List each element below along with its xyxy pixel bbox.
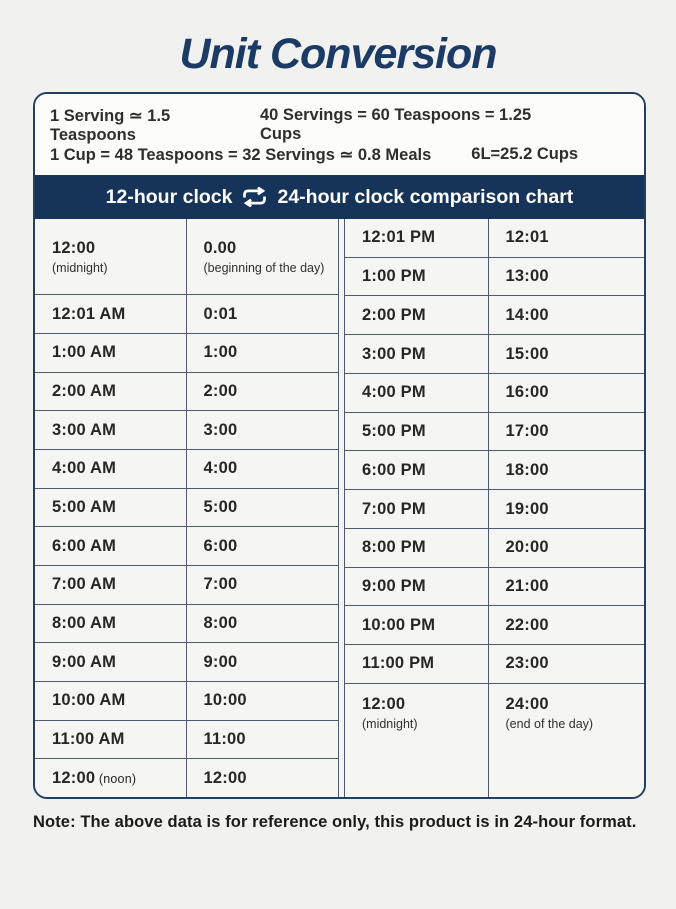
cell-24h: 15:00 — [505, 344, 549, 363]
cell-24h: 14:00 — [505, 305, 549, 324]
conversion-line-2 — [50, 145, 644, 165]
table-row — [35, 488, 338, 527]
cell-12h: 3:00 PM — [345, 335, 489, 373]
cell-12h: 10:00 PM — [345, 606, 489, 644]
cell-24h: 19:00 — [505, 499, 549, 518]
table-row — [35, 333, 338, 372]
table-row — [35, 681, 338, 720]
cell-24h: 11:00 — [203, 730, 246, 749]
cell-24h: 21:00 — [505, 576, 549, 595]
cell-24h: 7:00 — [203, 575, 238, 594]
cell-24h: 5:00 — [203, 498, 238, 517]
table-row — [345, 334, 644, 373]
cell-12h: 8:00 AM — [35, 605, 187, 643]
table-row — [35, 372, 338, 411]
cell-24h: 10:00 — [203, 691, 247, 710]
cell-24h: 13:00 — [505, 267, 549, 286]
note-text: Note: The above data is for reference only, this product is in 24-hour format. — [33, 813, 637, 831]
cell-24h: 20:00 — [505, 538, 549, 557]
comparison-header-band — [35, 175, 644, 219]
cell-12h: 2:00 PM — [345, 296, 489, 334]
cell-12h: 6:00 PM — [345, 451, 489, 489]
clock-table-am — [35, 219, 339, 797]
cell-24h: 22:00 — [505, 615, 549, 634]
cell-24h: 8:00 — [203, 614, 238, 633]
table-row — [345, 295, 644, 334]
cell-12h: 7:00 AM — [35, 566, 187, 604]
table-row — [345, 412, 644, 451]
cell-24h: 18:00 — [505, 460, 549, 479]
cell-12h: 1:00 AM — [35, 334, 187, 372]
cell-24h: 4:00 — [203, 459, 238, 478]
page-title: Unit Conversion — [179, 30, 497, 78]
cell-12h: 4:00 PM — [345, 374, 489, 412]
table-row — [35, 758, 338, 797]
conversion-cup-meals: 1 Cup = 48 Teaspoons = 32 Servings ≃ 0.8 Meals — [50, 146, 432, 164]
cell-12h: 12:00 (midnight) — [345, 684, 489, 797]
table-row — [35, 294, 338, 333]
cell-24h: 1:00 — [203, 343, 238, 362]
cell-12h: 12:00 (noon) — [35, 759, 187, 797]
swap-arrows-icon — [241, 187, 268, 207]
cell-12h: 3:00 AM — [35, 411, 187, 449]
conversion-liters-cups: 6L=25.2 Cups — [471, 145, 579, 163]
cell-24h: 17:00 — [505, 422, 549, 441]
clock-comparison-tables — [35, 219, 644, 797]
cell-24h: 2:00 — [203, 382, 238, 400]
cell-12h: 12:00 (midnight) — [35, 219, 187, 294]
conversion-box — [35, 94, 644, 175]
table-row — [345, 489, 644, 528]
cell-12h: 5:00 AM — [35, 489, 187, 527]
table-row — [345, 605, 644, 644]
table-row — [345, 257, 644, 296]
table-row — [35, 410, 338, 449]
cell-24h: 6:00 — [203, 536, 238, 555]
cell-24h: 12:01 — [505, 228, 549, 247]
table-row — [35, 526, 338, 565]
cell-12h: 9:00 AM — [35, 643, 187, 681]
cell-12h: 6:00 AM — [35, 527, 187, 565]
table-row — [35, 642, 338, 681]
table-row — [345, 373, 644, 412]
cell-24h: 16:00 — [505, 383, 549, 402]
cell-12h: 9:00 PM — [345, 568, 489, 606]
table-row — [345, 450, 644, 489]
cell-12h: 4:00 AM — [35, 450, 187, 488]
cell-12h: 2:00 AM — [35, 373, 187, 411]
table-row — [345, 683, 644, 797]
cell-12h: 12:01 AM — [35, 295, 187, 333]
table-row — [35, 604, 338, 643]
cell-12h: 12:01 PM — [345, 219, 489, 257]
table-row — [345, 567, 644, 606]
cell-12h: 1:00 PM — [345, 258, 489, 296]
cell-24h: 23:00 — [505, 654, 549, 673]
comparison-header-left: 12-hour clock — [105, 185, 233, 208]
comparison-header-right: 24-hour clock comparison chart — [277, 185, 574, 208]
cell-12h: 11:00 AM — [35, 721, 187, 759]
conversion-line-1 — [50, 106, 644, 145]
cell-12h: 8:00 PM — [345, 529, 489, 567]
cell-12h: 11:00 PM — [345, 645, 489, 683]
conversion-serving-teaspoons: 1 Serving ≃ 1.5 Teaspoons — [50, 107, 171, 144]
cell-24h: 3:00 — [203, 420, 238, 439]
cell-24h: 9:00 — [203, 652, 238, 671]
clock-table-pm — [344, 219, 644, 797]
table-row — [35, 720, 338, 759]
table-row — [345, 644, 644, 683]
cell-24h: 0:01 — [203, 304, 238, 323]
cell-24h: 12:00 — [203, 768, 247, 787]
cell-12h: 10:00 AM — [35, 682, 187, 720]
cell-12h: 7:00 PM — [345, 490, 489, 528]
table-row — [35, 565, 338, 604]
conversion-sheet — [33, 92, 646, 799]
conversion-servings-cups: 40 Servings = 60 Teaspoons = 1.25 Cups — [260, 106, 532, 143]
table-row — [345, 219, 644, 257]
table-row — [35, 449, 338, 488]
cell-24h: 24:00 (end of the day) — [505, 694, 594, 731]
table-row — [35, 219, 338, 294]
table-row — [345, 528, 644, 567]
cell-24h: 0.00 (beginning of the day) — [203, 238, 325, 275]
cell-12h: 5:00 PM — [345, 413, 489, 451]
